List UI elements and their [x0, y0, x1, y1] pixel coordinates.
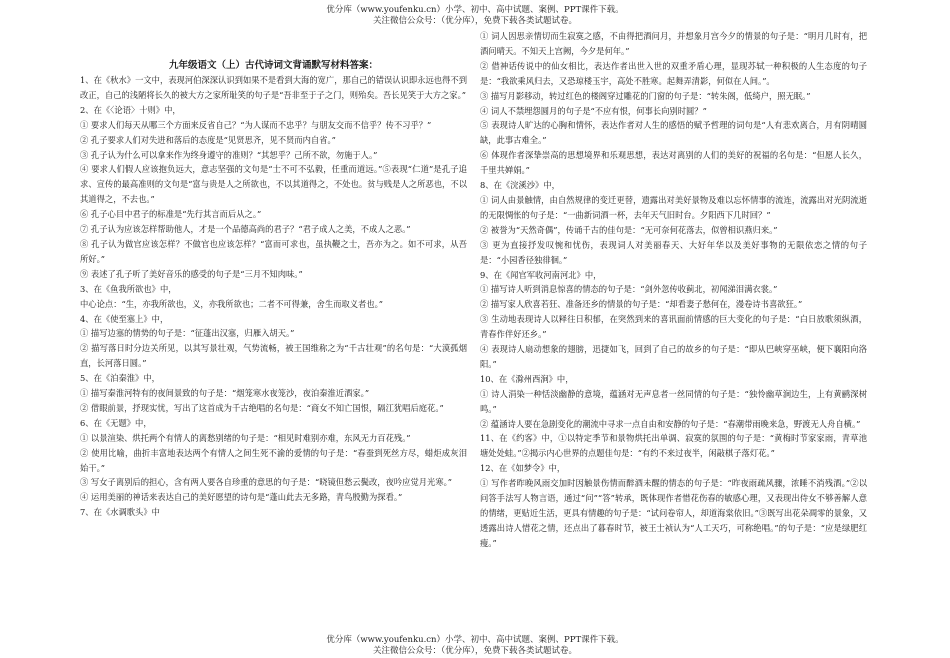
- document-title: 九年级语文（上）古代诗词文背诵默写材料答案：: [168, 60, 378, 71]
- answer-paragraph: ⑦ 孔子认为应该怎样帮助他人，才是一个品德高尚的君子？“君子成人之美，不成人之恶。”: [80, 224, 411, 235]
- answer-paragraph: ② 描写家人欣喜若狂、准备还乡的情景的句子是：“却看妻子愁何在，漫卷诗书喜欲狂。”: [480, 299, 803, 310]
- answer-paragraph: 2、在《〈论语〉十则》中，: [80, 104, 181, 115]
- answer-paragraph: ⑨ 表述了孔子听了美好音乐的感受的句子是“三月不知肉味。”: [80, 268, 303, 279]
- answer-paragraph: 5、在《泊秦淮》中，: [80, 373, 160, 384]
- answer-paragraph: ⑥ 体现作者深挚崇高的思想境界和乐观思想，表达对离别的人们的美好的祝福的名句是：“但愿人长久，千里共婵娟。”: [480, 150, 867, 176]
- answer-paragraph: ③ 更为直接抒发叹惋和忧伤，表现词人对美丽春天、大好年华以及美好事物的无限依恋之情的句子是：“小园香径独徘徊。”: [480, 239, 867, 265]
- answer-paragraph: 1、在《秋水》一文中，表现河伯深深认识到如果不是看到大海的宽广，那自己的错误认识即永远也得不到改正，自己的浅陋将长久的被大方之家所耻笑的句子是“吾非至于子之门，则殆矣。吾长见笑于大方之家。”: [80, 75, 467, 100]
- answer-paragraph: ② 借眼前景，抒现实忧，写出了这首成为千古绝唱的名句是：“商女不知亡国恨，隔江犹唱后庭花。”: [80, 402, 444, 413]
- answer-paragraph: 6、在《无题》中，: [80, 417, 152, 428]
- answer-paragraph: ④ 运用美丽的神话来表达自己的美好愿望的诗句是“蓬山此去无多路，青鸟殷勤为探看。”: [80, 492, 403, 503]
- right-column: [480, 29, 867, 551]
- answer-paragraph: ① 诗人涓染一种恬淡幽静的意境，蕴涵对无声息者一丝同情的句子是：“独怜幽草涧边生，上有黄鹂深树鸣。”: [480, 388, 867, 414]
- answer-paragraph: ③ 孔子认为什么可以拿来作为终身遵守的准则？“其恕乎？己所不欲，勿施于人。”: [80, 149, 378, 160]
- answer-paragraph: ① 描写诗人听到消息惊喜的情态的句子是：“剑外忽传收蓟北，初闻涕泪满衣裳。”: [480, 284, 778, 295]
- header-line-2: 关注微信公众号：（优分库），免费下载各类试题试卷。: [372, 16, 577, 26]
- answer-paragraph: 中心论点：“生，亦我所欲也，义，亦我所欲也；二者不可得兼，舍生而取义者也。”: [80, 298, 384, 309]
- left-column: [80, 58, 467, 520]
- answer-paragraph: 12、在《如梦令》中，: [480, 463, 566, 474]
- answer-paragraph: ③ 描写月影移动，转过红色的楼阁穿过雕花的门窗的句子是：“转朱阁，低绮户，照无眠。”: [480, 90, 811, 101]
- answer-paragraph: ① 描写边塞的情势的句子是：“征蓬出汉塞，归雁入胡天。”: [80, 328, 295, 339]
- answer-paragraph: ③ 生动地表现诗人以释往日积郁，在突然到来的喜讯面前情感的巨大变化的句子是：“白日放歌须纵酒，青春作伴好还乡。”: [480, 314, 867, 340]
- page-footer: [0, 635, 950, 657]
- answer-paragraph: 7、在《水调歌头》中: [80, 507, 160, 518]
- answer-paragraph: ② 借神话传说中的仙女相比，表达作者出世入世的双重矛盾心理，显现苏轼一种积极的人生态度的句子是：“我欲乘风归去，又恐琼楼玉宇，高处不胜寒。起舞弄清影，何似在人间。”。: [480, 60, 867, 86]
- answer-paragraph: ⑤ 表现诗人旷达的心胸和情怀，表达作者对人生的感悟的赋予哲理的词句是“人有悲欢离合，月有阴晴圆缺，此事古难全。”: [480, 120, 867, 146]
- answer-paragraph: ① 描写秦淮河特有的夜间景致的句子是：“烟笼寒水夜笼沙，夜泊秦淮近酒家。”: [80, 388, 370, 399]
- answer-paragraph: ⑧ 孔子认为做官应该怎样？不做官也应该怎样？“富而可求也，虽执鞭之士，吾亦为之。如不可求，从吾所好。”: [80, 238, 467, 264]
- answer-paragraph: ② 孔子要求人们对失进和落后的态度是“见贤思齐，见不贤而内自省。”: [80, 134, 336, 145]
- footer-line-1: 优分库（www.youfenku.cn）小学、初中、高中试题、案例、PPT课件下载。: [326, 635, 624, 645]
- answer-paragraph: ② 使用比喻，曲折丰富地表达两个有情人之间生死不渝的爱情的句子是：“春蚕到死丝方尽，蜡炬成灰泪始干。”: [80, 447, 467, 473]
- answer-paragraph: 10、在《滁州西涧》中，: [480, 373, 574, 384]
- answer-paragraph: 4、在《使至塞上》中，: [80, 313, 169, 324]
- answer-paragraph: ② 被誉为“天然奇偶”，传诵千古的佳句是：“无可奈何花落去，似曾相识燕归来。”: [480, 224, 778, 235]
- answer-paragraph: ④ 表现诗人扇动想象的翅膀，迅捷如飞，回到了自己的故乡的句子是：“即从巴峡穿巫峡，便下襄阳向洛阳。”: [480, 344, 867, 369]
- answer-paragraph: ④ 词人不禁埋怨圆月的句子是“不应有恨，何事长向别时圆？”: [480, 105, 707, 116]
- answer-paragraph: ③ 写女子离别后的担心，含有两人要各自珍重的意思的句子是：“晓镜但愁云鬓改，夜吟应觉月光寒。”: [80, 477, 453, 488]
- answer-paragraph: 9、在《闻官军收河南河北》中，: [480, 269, 602, 280]
- answer-paragraph: ② 蕴涵诗人要在急剧变化的潮流中寻求一点自由和安静的句子是：“春潮带雨晚来急，野渡无人舟自横。”: [480, 418, 861, 429]
- answer-paragraph: 11、在《约客》中，①以特定季节和景物烘托出单调、寂寞的氛围的句子是：“黄梅时节家家雨，青草池塘处处蛙。”②揭示内心世界的点题佳句是：“有约不来过夜半，闲敲棋子落灯花。”: [480, 433, 867, 459]
- answer-paragraph: ① 写作者昨晚风雨交加时因触景伤情而醉酒未醒的情态的句子是：“昨夜雨疏风骤，浓睡不消残酒。”②以问答手法写人物言语，通过“问”“答”转承，既体现作者惜花伤春的敏感心理，又表现出侍女不够善解人意的情绪，更贴近生活，更具有情趣的句子是：“试问卷帘人，却道海棠依旧。”③既写出花朵凋零的景象，又透露出诗人惜花之情，还点出了暮春时节，被王士祯认为“人工天巧，可称绝唱。”的句子是：“应是绿肥红瘦。”: [480, 478, 867, 548]
- answer-paragraph: ⑥ 孔子心目中君子的标准是“先行其言而后从之。”: [80, 209, 262, 220]
- answer-paragraph: ④ 要求人们假人应该抱负远大，意志坚强的文句是“士不可不弘毅，任重而道远。”⑤表现“仁道”是孔子追求、宣传的最高准则的文句是“富与贵是人之所欲也，不以其道得之，不处也。贫与贱是人之所恶也，不以其道得之，不去也。”: [80, 164, 467, 205]
- answer-paragraph: 8、在《浣溪沙》中，: [480, 180, 560, 191]
- answer-paragraph: ① 词人由景触情，由自然规律的变迁更替，遗露出对美好景物及难以忘怀情事的流连，流露出对光阴流逝的无限惆怅的句子是：“一曲新词酒一杯，去年天气旧时台。夕阳西下几时回？”: [480, 194, 867, 220]
- answer-paragraph: ① 以景渲染、烘托两个有情人的离愁别绪的句子是：“相见时难别亦难，东风无力百花残。”: [80, 432, 411, 443]
- header-line-1: 优分库（www.youfenku.cn）小学、初中、高中试题、案例、PPT课件下载。: [326, 5, 624, 15]
- answer-paragraph: ① 词人因思亲情切而生寂寞之感，不由得把酒问月，并想象月宫今夕的情景的句子是：“明月几时有，把酒问晴天。不知天上宫阙，今夕是何年。”: [480, 31, 867, 56]
- answer-paragraph: ② 描写落日时分边关所见，以其写景壮观，气势流畅，被王国维称之为“千古壮观”的名句是：“大漠孤烟直，长河落日圆。”: [80, 343, 467, 369]
- answer-paragraph: ① 要求人们每天从哪三个方面来反省自己？“为人谋而不忠乎？与朋友交而不信乎？传不习乎？”: [80, 119, 432, 130]
- page-header: [0, 5, 950, 27]
- answer-paragraph: 3、在《鱼我所欲也》中，: [80, 283, 177, 294]
- footer-line-2: 关注微信公众号：（优分库），免费下载各类试题试卷。: [372, 646, 577, 656]
